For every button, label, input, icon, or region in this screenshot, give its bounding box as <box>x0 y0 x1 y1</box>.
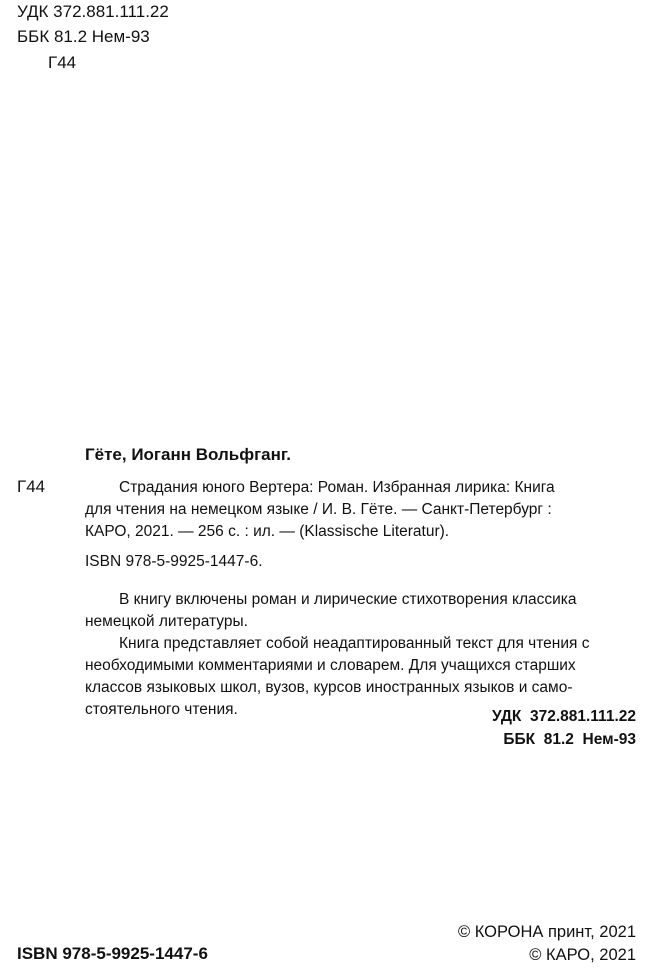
bbk-code-card: ББК 81.2 Нем-93 <box>503 731 636 748</box>
annotation-line: стоятельного чтения. <box>85 701 238 718</box>
biblio-line: Страдания юного Вертера: Роман. Избранная лирика: Книга <box>119 479 555 496</box>
author-code-side: Г44 <box>17 477 46 496</box>
author-heading: Гёте, Иоганн Вольфганг. <box>85 445 291 464</box>
udk-code-card: УДК 372.881.111.22 <box>491 708 636 725</box>
biblio-line: КАРО, 2021. — 256 с. : ил. — (Klassische Literatur). <box>85 523 450 540</box>
isbn-footer: ISBN 978-5-9925-1447-6 <box>17 944 208 963</box>
annotation-line: немецкой литературы. <box>85 613 248 630</box>
copyright-publisher-2: © КАРО, 2021 <box>529 946 636 964</box>
isbn-card: ISBN 978-5-9925-1447-6. <box>85 553 263 570</box>
annotation-line: В книгу включены роман и лирические стихотворения классика <box>119 591 577 608</box>
copyright-publisher-1: © КОРОНА принт, 2021 <box>457 923 636 941</box>
author-code-top: Г44 <box>48 53 77 72</box>
annotation-paragraph-1 <box>85 589 636 633</box>
biblio-line: для чтения на немецком языке / И. В. Гёте. — Санкт-Петербург : <box>85 501 552 518</box>
bibliographic-description <box>85 477 636 543</box>
bbk-code-top: ББК 81.2 Нем-93 <box>17 27 150 46</box>
annotation-line: классов языковых школ, вузов, курсов иностранных языков и само- <box>85 679 573 696</box>
annotation-line: необходимыми комментариями и словарем. Для учащихся старших <box>85 657 576 674</box>
annotation-line: Книга представляет собой неадаптированный текст для чтения с <box>119 635 590 652</box>
udk-code-top: УДК 372.881.111.22 <box>17 2 169 21</box>
